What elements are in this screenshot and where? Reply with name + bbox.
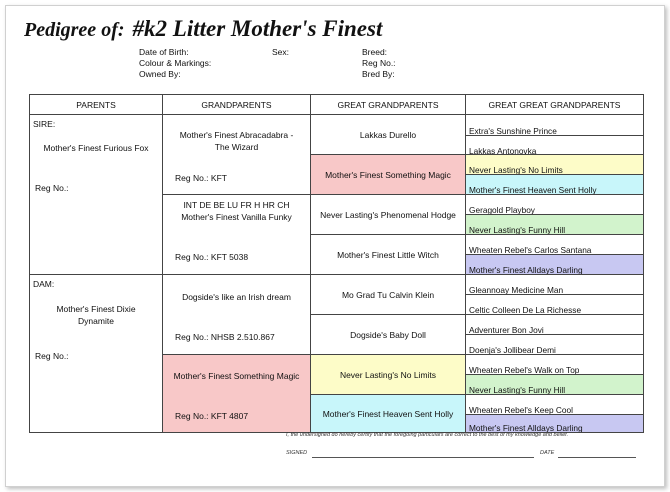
grandparent-cell [163, 275, 310, 354]
great-great-grandparent-cell: Geragold Playboy [469, 205, 535, 214]
grandparent-name: INT DE BE LU FR H HR CH Mother's Finest Vanilla Funky [181, 200, 292, 222]
great-great-grandparent-cell: Never Lasting's No Limits [466, 155, 643, 174]
great-grandparent-cell: Mo Grad Tu Calvin Klein [341, 289, 435, 300]
sire-reg: Reg No.: [35, 183, 69, 193]
great-great-grandparent-cell: Doenja's Jollibear Demi [469, 345, 556, 354]
colour-markings-label: Colour & Markings: [139, 58, 212, 68]
great-great-grandparent-cell: Lakkas Antonovka [469, 146, 537, 154]
great-grandparent-cell: Dogside's Baby Doll [350, 329, 426, 340]
great-great-grandparent-cell: Never Lasting's Funny Hill [466, 375, 643, 394]
dam-name: Mother's Finest Dixie Dynamite [56, 304, 136, 326]
great-great-grandparent-cell: Wheaten Rebel's Carlos Santana [469, 245, 592, 254]
great-great-grandparent-cell: Mother's Finest Alldays Darling [466, 255, 643, 274]
great-grandparent-cell: Mother's Finest Something Magic [311, 155, 465, 194]
date-label: DATE [540, 450, 555, 456]
grandparent-reg: Reg No.: KFT 5038 [175, 252, 249, 262]
breed-label: Breed: [362, 47, 388, 57]
sire-label: SIRE: [33, 119, 56, 129]
title-prefix: Pedigree of: [24, 19, 125, 41]
sex-label: Sex: [272, 47, 290, 57]
header-grandparents: GRANDPARENTS [163, 95, 311, 115]
great-grandparent-cell: Lakkas Durello [359, 129, 417, 140]
grandparent-cell [163, 355, 310, 432]
great-grandparent-cell: Never Lasting's No Limits [311, 355, 465, 394]
header-parents: PARENTS [30, 95, 163, 115]
great-great-grandparent-cell: Mother's Finest Alldays Darling [466, 415, 643, 432]
header-great-grandparents: GREAT GRANDPARENTS [311, 95, 466, 115]
bred-by-label: Bred By: [362, 69, 395, 79]
great-great-grandparent-cell: Adventurer Bon Jovi [469, 325, 544, 334]
dam-label: DAM: [33, 279, 55, 289]
great-great-grandparent-cell: Never Lasting's Funny Hill [466, 215, 643, 234]
grandparent-cell [163, 195, 310, 274]
great-grandparent-cell: Mother's Finest Heaven Sent Holly [311, 395, 465, 432]
signature-line[interactable] [312, 457, 534, 458]
litter-name: #k2 Litter Mother's Finest [132, 16, 383, 41]
great-grandparent-cell: Never Lasting's Phenomenal Hodge [320, 209, 456, 220]
great-great-grandparent-cell: Extra's Sunshine Prince [469, 126, 557, 135]
date-of-birth-label: Date of Birth: [139, 47, 189, 57]
signed-label: SIGNED [286, 450, 308, 456]
pedigree-table [29, 94, 644, 433]
great-great-grandparent-cell: Wheaten Rebel's Keep Cool [469, 405, 573, 414]
dam-cell [30, 275, 162, 432]
grandparent-reg: Reg No.: NHSB 2.510.867 [175, 332, 275, 342]
reg-no-label: Reg No.: [362, 58, 396, 68]
sire-name: Mother's Finest Furious Fox [43, 143, 149, 153]
sire-cell [30, 115, 162, 274]
great-great-grandparent-cell: Gleannoay Medicine Man [469, 285, 564, 294]
date-line[interactable] [558, 457, 636, 458]
great-great-grandparent-cell: Wheaten Rebel's Walk on Top [469, 365, 580, 374]
great-great-grandparent-cell: Celtic Colleen De La Richesse [469, 305, 582, 314]
grandparent-reg: Reg No.: KFT 4807 [175, 411, 249, 421]
certification-text: I, the undersigned do hereby certify that the foregoing particulars are correct to the best of my knowledge and belief. [286, 432, 569, 438]
grandparent-reg: Reg No.: KFT [175, 173, 227, 183]
dam-reg: Reg No.: [35, 351, 69, 361]
grandparent-cell [163, 115, 310, 195]
owned-by-label: Owned By: [139, 69, 181, 79]
great-grandparent-cell: Mother's Finest Little Witch [337, 249, 439, 260]
grandparent-name: Mother's Finest Abracadabra - The Wizard [179, 130, 294, 152]
header-great-great-grandparents: GREAT GREAT GRANDPARENTS [466, 95, 643, 115]
grandparent-name: Mother's Finest Something Magic [173, 371, 300, 381]
great-great-grandparent-cell: Mother's Finest Heaven Sent Holly [466, 175, 643, 194]
page-title [24, 16, 382, 42]
grandparent-name: Dogside's like an Irish dream [182, 292, 291, 302]
